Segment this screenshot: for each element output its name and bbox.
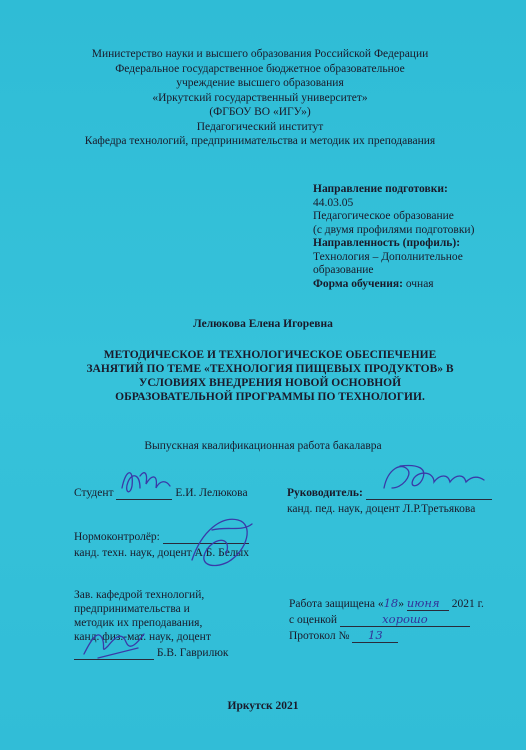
defense-day: 18: [383, 596, 399, 610]
university-abbr: (ФГБОУ ВО «ИГУ»): [209, 106, 311, 118]
university-name: «Иркутский государственный университет»: [152, 91, 368, 104]
normcontrol-name: канд. техн. наук, доцент А.Б. Белых: [74, 547, 250, 559]
work-type: Выпускная квалификационная работа бакалавра: [144, 440, 382, 452]
profile-value-2: образование: [313, 264, 374, 276]
profile-value: Технология – Дополнительное: [313, 250, 463, 263]
student-signature: [118, 462, 174, 502]
study-form-value: очная: [402, 277, 434, 290]
institution-type-line-2: учреждение высшего образования: [176, 77, 344, 89]
defense-month: июня: [407, 596, 449, 611]
head-line-4: канд. физ.-мат. наук, доцент: [74, 631, 211, 643]
protocol-label: Протокол №: [289, 630, 350, 642]
direction-code: 44.03.05: [313, 196, 354, 209]
direction-name: Педагогическое образование: [313, 210, 454, 222]
supervisor-name: канд. пед. наук, доцент Л.Р.Третьякова: [287, 503, 476, 515]
normcontrol-label: Нормоконтролёр:: [74, 531, 160, 543]
thesis-title-line: ЗАНЯТИЙ ПО ТЕМЕ «ТЕХНОЛОГИЯ ПИЩЕВЫХ ПРОДУКТОВ» В: [86, 363, 454, 375]
profile-label: Направленность (профиль):: [313, 237, 461, 249]
defense-year: 2021 г.: [451, 598, 484, 610]
institute-name: Педагогический институт: [196, 120, 324, 133]
grade-value: хорошо: [340, 612, 470, 627]
grade-row: [289, 612, 470, 627]
direction-label: Направление подготовки:: [313, 183, 448, 195]
head-line-1: Зав. кафедрой технологий,: [74, 589, 205, 601]
protocol-number: 13: [352, 628, 398, 643]
protocol-row: [289, 628, 398, 643]
student-name: Е.И. Лелюкова: [175, 487, 248, 499]
ministry-line: Министерство науки и высшего образования Российской Федерации: [91, 48, 429, 60]
thesis-title: [60, 348, 480, 404]
city-year: Иркутск 2021: [227, 700, 299, 712]
defense-text: Работа защищена «: [289, 598, 384, 610]
defense-row: [289, 596, 484, 611]
head-line-2: предпринимательства и: [74, 603, 190, 615]
head-name: Б.В. Гаврилюк: [156, 647, 229, 659]
study-form-label: Форма обучения:: [313, 277, 403, 290]
author-name: Лелюкова Елена Игоревна: [193, 318, 333, 330]
supervisor-signature: [378, 458, 490, 498]
direction-name-2: (с двумя профилями подготовки): [313, 223, 475, 236]
thesis-title-line: МЕТОДИЧЕСКОЕ И ТЕХНОЛОГИЧЕСКОЕ ОБЕСПЕЧЕНИЕ: [103, 349, 437, 361]
head-line-3: методик их преподавания,: [74, 617, 203, 629]
thesis-title-line: УСЛОВИЯХ ВНЕДРЕНИЯ НОВОЙ ОСНОВНОЙ: [138, 377, 402, 389]
student-label: Студент: [74, 487, 114, 499]
institution-header: [40, 47, 480, 149]
institution-type-line: Федеральное государственное бюджетное образовательное: [115, 62, 405, 75]
defense-text-2: »: [398, 598, 407, 610]
normcontrol-signature: [182, 510, 262, 572]
supervisor-label: Руководитель:: [287, 487, 363, 499]
department-name: Кафедра технологий, предпринимательства и методик их преподавания: [84, 135, 436, 147]
grade-label: с оценкой: [289, 614, 338, 626]
thesis-title-line: ОБРАЗОВАТЕЛЬНОЙ ПРОГРАММЫ ПО ТЕХНОЛОГИИ.: [115, 391, 425, 403]
head-signature: [78, 618, 150, 662]
direction-block: [313, 183, 513, 291]
